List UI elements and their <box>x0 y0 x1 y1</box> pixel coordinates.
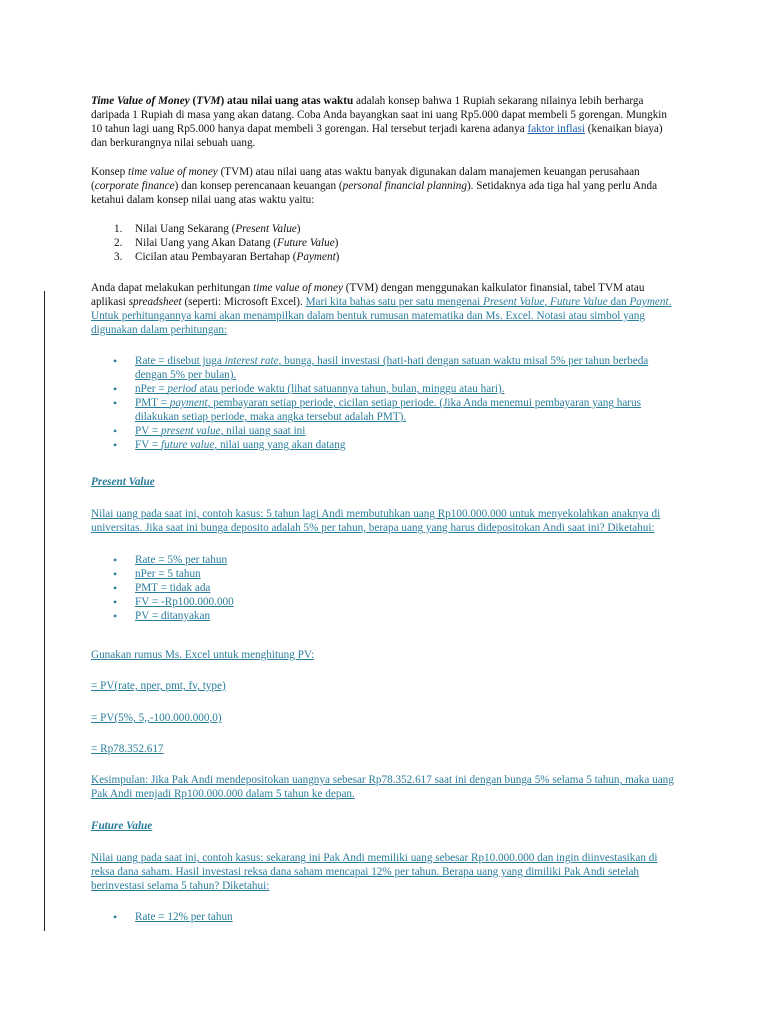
list-item <box>91 609 676 623</box>
text: Present Value <box>235 223 297 235</box>
text: Mari kita bahas satu per satu mengenai <box>305 296 483 308</box>
list-item <box>91 553 676 567</box>
present-value-list <box>91 553 676 623</box>
text: (TVM) atau nilai uang atas waktu banyak digunakan dalam manajemen keuangan perusahaan ( <box>91 166 640 192</box>
bullet-icon: • <box>113 581 118 595</box>
text: corporate finance <box>94 180 175 192</box>
text: payment <box>169 397 208 409</box>
text: Anda dapat melakukan perhitungan <box>91 282 254 294</box>
list-item <box>91 910 676 924</box>
formula-line: = PV(5%, 5,,-100.000.000,0) <box>91 712 222 724</box>
text: nPer = <box>135 383 168 395</box>
text: period <box>167 383 197 395</box>
term-tvm-abbr: TVM <box>196 95 221 107</box>
text: Future Value <box>276 237 335 249</box>
list-number: 3. <box>114 251 123 263</box>
bullet-icon: • <box>113 567 118 581</box>
bullet-icon: • <box>113 438 118 452</box>
text: ) dan konsep perencanaan keuangan ( <box>174 180 343 192</box>
text: (TVM) dengan menggunakan kalkulator finansial, tabel TVM atau aplikasi <box>91 282 645 308</box>
text: FV = -Rp100.000.000 <box>135 596 234 608</box>
text: time value of money <box>127 166 218 178</box>
text: Rate = 5% per tahun <box>135 554 228 566</box>
numbered-list <box>91 222 339 264</box>
notation-list <box>91 354 676 452</box>
future-value-paragraph: Nilai uang pada saat ini, contoh kasus: sekarang ini Pak Andi memiliki uang sebesar Rp10.000.000 dan ingin diinvestasikan di reksa dana saham. Hasil investasi reksa dana saham mencapai 12% per tahun. Berapa uang yang dimiliki Pak Andi setelah berinvestasi selama 5 tahun? Diketahui: <box>91 852 658 892</box>
list-item <box>91 424 676 438</box>
text: Nilai Uang Sekarang ( <box>135 223 236 235</box>
concept-paragraph <box>91 165 676 207</box>
excel-instruction: Gunakan rumus Ms. Excel untuk menghitung PV: <box>91 649 315 661</box>
list-item <box>91 438 676 452</box>
list-number: 2. <box>114 237 123 249</box>
intro-paragraph <box>91 94 676 150</box>
list-item <box>91 581 676 595</box>
text: Rate = 12% per tahun <box>135 911 233 923</box>
calculation-paragraph <box>91 281 676 337</box>
formula-line: = PV(rate, nper, pmt, fv, type) <box>91 680 226 692</box>
text: Rate = disebut juga <box>135 355 225 367</box>
text: Cicilan atau Pembayaran Bertahap ( <box>135 251 297 263</box>
list-item <box>91 567 676 581</box>
text: ) atau nilai uang atas waktu <box>220 95 354 107</box>
list-item <box>91 250 339 264</box>
text: Future Value <box>550 296 608 308</box>
text: (seperti: Microsoft Excel). <box>181 296 306 308</box>
text: interest rate <box>224 355 279 367</box>
text: personal financial planning <box>342 180 467 192</box>
list-item <box>91 354 676 382</box>
inflation-link[interactable]: faktor inflasi <box>527 123 585 135</box>
text: , bunga, hasil investasi (hati-hati dengan satuan waktu misal 5% per tahun berbeda dengan 5% per bulan). <box>135 355 649 381</box>
bullet-icon: • <box>113 382 118 396</box>
list-item <box>91 222 339 236</box>
text: atau periode waktu (lihat satuannya tahun, bulan, minggu atau hari). <box>196 383 505 395</box>
text: PMT = <box>135 397 170 409</box>
bullet-icon: • <box>113 424 118 438</box>
text: ( <box>189 95 197 107</box>
bullet-icon: • <box>113 396 118 410</box>
bullet-icon: • <box>113 910 118 924</box>
list-item <box>91 236 339 250</box>
margin-rule <box>44 291 45 931</box>
text: ) <box>335 251 340 263</box>
text: PMT = tidak ada <box>135 582 211 594</box>
text: spreadsheet <box>128 296 182 308</box>
text: Present Value <box>482 296 545 308</box>
text: . Untuk perhitungannya kami akan menampilkan dalam bentuk rumusan matematika dan Ms. Excel. Notasi atau simbol yang digunakan dalam perhitungan: <box>91 296 672 336</box>
text: PV = ditanyakan <box>135 610 211 622</box>
text: (kenaikan biaya) dan berkurangnya nilai sebuah uang. <box>91 123 663 149</box>
list-item <box>91 396 676 424</box>
bullet-icon: • <box>113 595 118 609</box>
text: time value of money <box>253 282 343 294</box>
text: present value <box>161 425 221 437</box>
text: Nilai Uang yang Akan Datang ( <box>135 237 277 249</box>
future-value-heading: Future Value <box>91 820 153 832</box>
text: future value <box>161 439 215 451</box>
text: , <box>544 296 550 308</box>
term-tvm: Time Value of Money <box>91 95 190 107</box>
future-value-list <box>91 910 676 924</box>
present-value-paragraph: Nilai uang pada saat ini, contoh kasus: 5 tahun lagi Andi membutuhkan uang Rp100.000.000 untuk menyekolahkan anaknya di universitas. Jika saat ini bunga deposito adalah 5% per tahun, berapa uang yang harus didepositokan Andi saat ini? Diketahui: <box>91 508 661 534</box>
text: Payment <box>296 251 336 263</box>
text: nPer = 5 tahun <box>135 568 201 580</box>
list-item <box>91 595 676 609</box>
text: , nilai uang saat ini <box>220 425 306 437</box>
list-number: 1. <box>114 223 123 235</box>
text: Payment <box>629 296 669 308</box>
present-value-heading: Present Value <box>91 476 155 488</box>
bullet-icon: • <box>113 553 118 567</box>
text: dan <box>607 296 630 308</box>
bullet-icon: • <box>113 609 118 623</box>
text: FV = <box>135 439 162 451</box>
text: Konsep <box>91 166 128 178</box>
bullet-icon: • <box>113 354 118 368</box>
text: adalah konsep bahwa 1 Rupiah sekarang nilainya lebih berharga daripada 1 Rupiah di masa yang akan datang. Coba Anda bayangkan saat ini uang Rp5.000 dapat membeli 5 gorengan. Mungkin 10 tahun lagi uang Rp5.000 hanya dapat membeli 3 gorengan. Hal tersebut terjadi karena adanya <box>91 95 668 135</box>
text: ) <box>296 223 301 235</box>
text: ) <box>334 237 339 249</box>
list-item <box>91 382 676 396</box>
formula-result: = Rp78.352.617 <box>91 743 164 755</box>
text: , nilai uang yang akan datang <box>214 439 346 451</box>
present-value-conclusion: Kesimpulan: Jika Pak Andi mendepositokan uangnya sebesar Rp78.352.617 saat ini dengan bunga 5% selama 5 tahun, maka uang Pak Andi menjadi Rp100.000.000 dalam 5 tahun ke depan. <box>91 774 674 800</box>
text: PV = <box>135 425 162 437</box>
text: ). Setidaknya ada tiga hal yang perlu Anda ketahui dalam konsep nilai uang atas waktu yaitu: <box>91 180 658 206</box>
text: , pembayaran setiap periode, cicilan setiap periode. (Jika Anda menemui pembayaran yang harus dilakukan setiap periode, maka angka tersebut adalah PMT). <box>135 397 641 423</box>
